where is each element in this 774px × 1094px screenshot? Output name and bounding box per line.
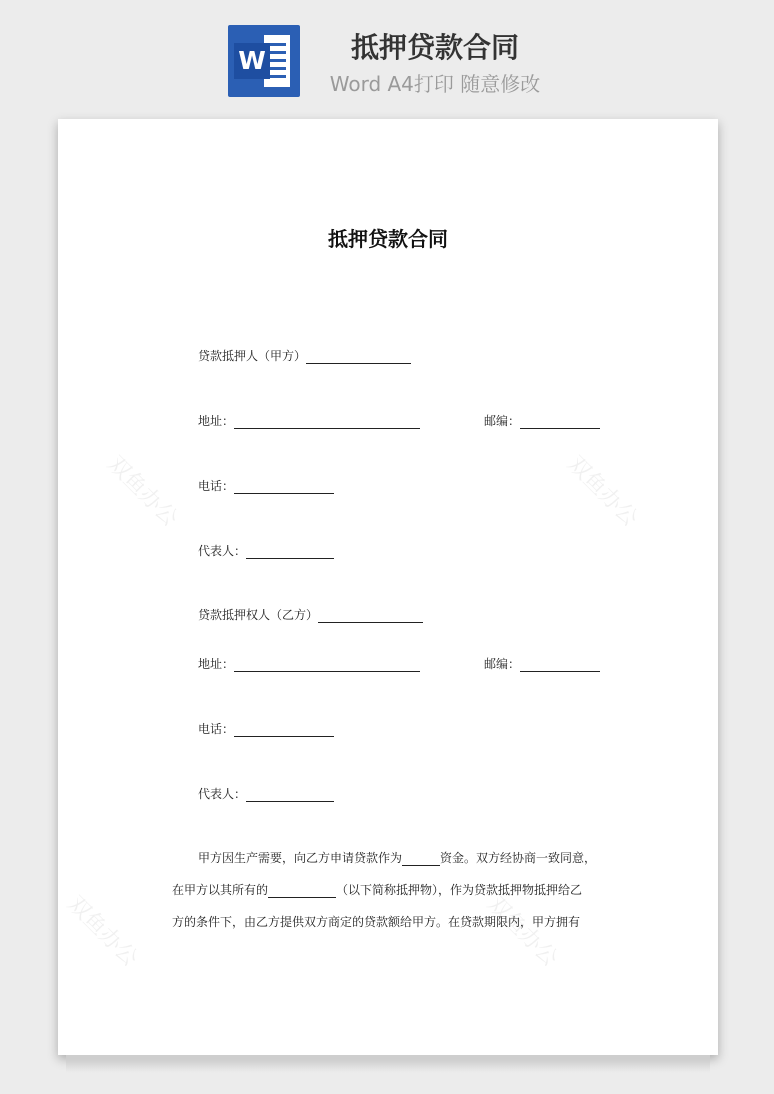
watermark: 双鱼办公 (62, 891, 143, 972)
header-banner (0, 0, 774, 118)
watermark: 双鱼办公 (482, 891, 563, 972)
mortgagee-line (198, 607, 423, 623)
body-paragraph-line-1 (198, 850, 596, 866)
address-label: 地址： (198, 414, 235, 428)
rep-line-b (198, 786, 334, 802)
phone-line-b (198, 721, 334, 737)
phone-line-a (198, 478, 334, 494)
para2-text-a: 在甲方以其所有的 (172, 883, 269, 897)
para1-text-a: 甲方因生产需要，向乙方申请贷款作为 (198, 851, 403, 865)
address-line-a (198, 413, 420, 429)
postcode-line-a (484, 413, 600, 429)
body-paragraph-line-2 (172, 882, 582, 898)
banner-subtitle: Word A4打印 随意修改 (329, 72, 541, 96)
para1-text-b: 资金。双方经协商一致同意， (440, 851, 597, 865)
watermark: 双鱼办公 (562, 451, 643, 532)
word-icon (228, 25, 300, 97)
para2-text-b: （以下简称抵押物），作为贷款抵押物抵押给乙 (336, 883, 583, 897)
postcode-blank[interactable] (520, 657, 600, 672)
mortgagee-label: 贷款抵押权人（乙方） (198, 608, 319, 622)
watermark: 双鱼办公 (102, 451, 183, 532)
mortgagee-blank[interactable] (318, 608, 423, 623)
word-icon-letter: W (234, 43, 270, 79)
mortgagor-blank[interactable] (306, 349, 411, 364)
postcode-line-b (484, 656, 600, 672)
page-shadow (66, 1055, 710, 1073)
purpose-blank[interactable] (402, 851, 440, 866)
mortgagor-label: 贷款抵押人（甲方） (198, 349, 307, 363)
mortgagor-line (198, 348, 411, 364)
rep-line-a (198, 543, 334, 559)
rep-label: 代表人： (198, 787, 247, 801)
collateral-blank[interactable] (268, 883, 336, 898)
phone-blank[interactable] (234, 479, 334, 494)
phone-label: 电话： (198, 722, 235, 736)
address-line-b (198, 656, 420, 672)
phone-label: 电话： (198, 479, 235, 493)
rep-blank[interactable] (246, 544, 334, 559)
para3-text: 方的条件下，由乙方提供双方商定的贷款额给甲方。在贷款期限内，甲方拥有 (172, 915, 581, 929)
document-title: 抵押贷款合同 (328, 227, 448, 251)
postcode-label: 邮编： (484, 414, 521, 428)
rep-label: 代表人： (198, 544, 247, 558)
postcode-blank[interactable] (520, 414, 600, 429)
address-blank[interactable] (234, 657, 420, 672)
address-label: 地址： (198, 657, 235, 671)
document-page (58, 119, 718, 1055)
postcode-label: 邮编： (484, 657, 521, 671)
phone-blank[interactable] (234, 722, 334, 737)
banner-title: 抵押贷款合同 (350, 31, 519, 64)
body-paragraph-line-3 (172, 914, 580, 930)
rep-blank[interactable] (246, 787, 334, 802)
address-blank[interactable] (234, 414, 420, 429)
